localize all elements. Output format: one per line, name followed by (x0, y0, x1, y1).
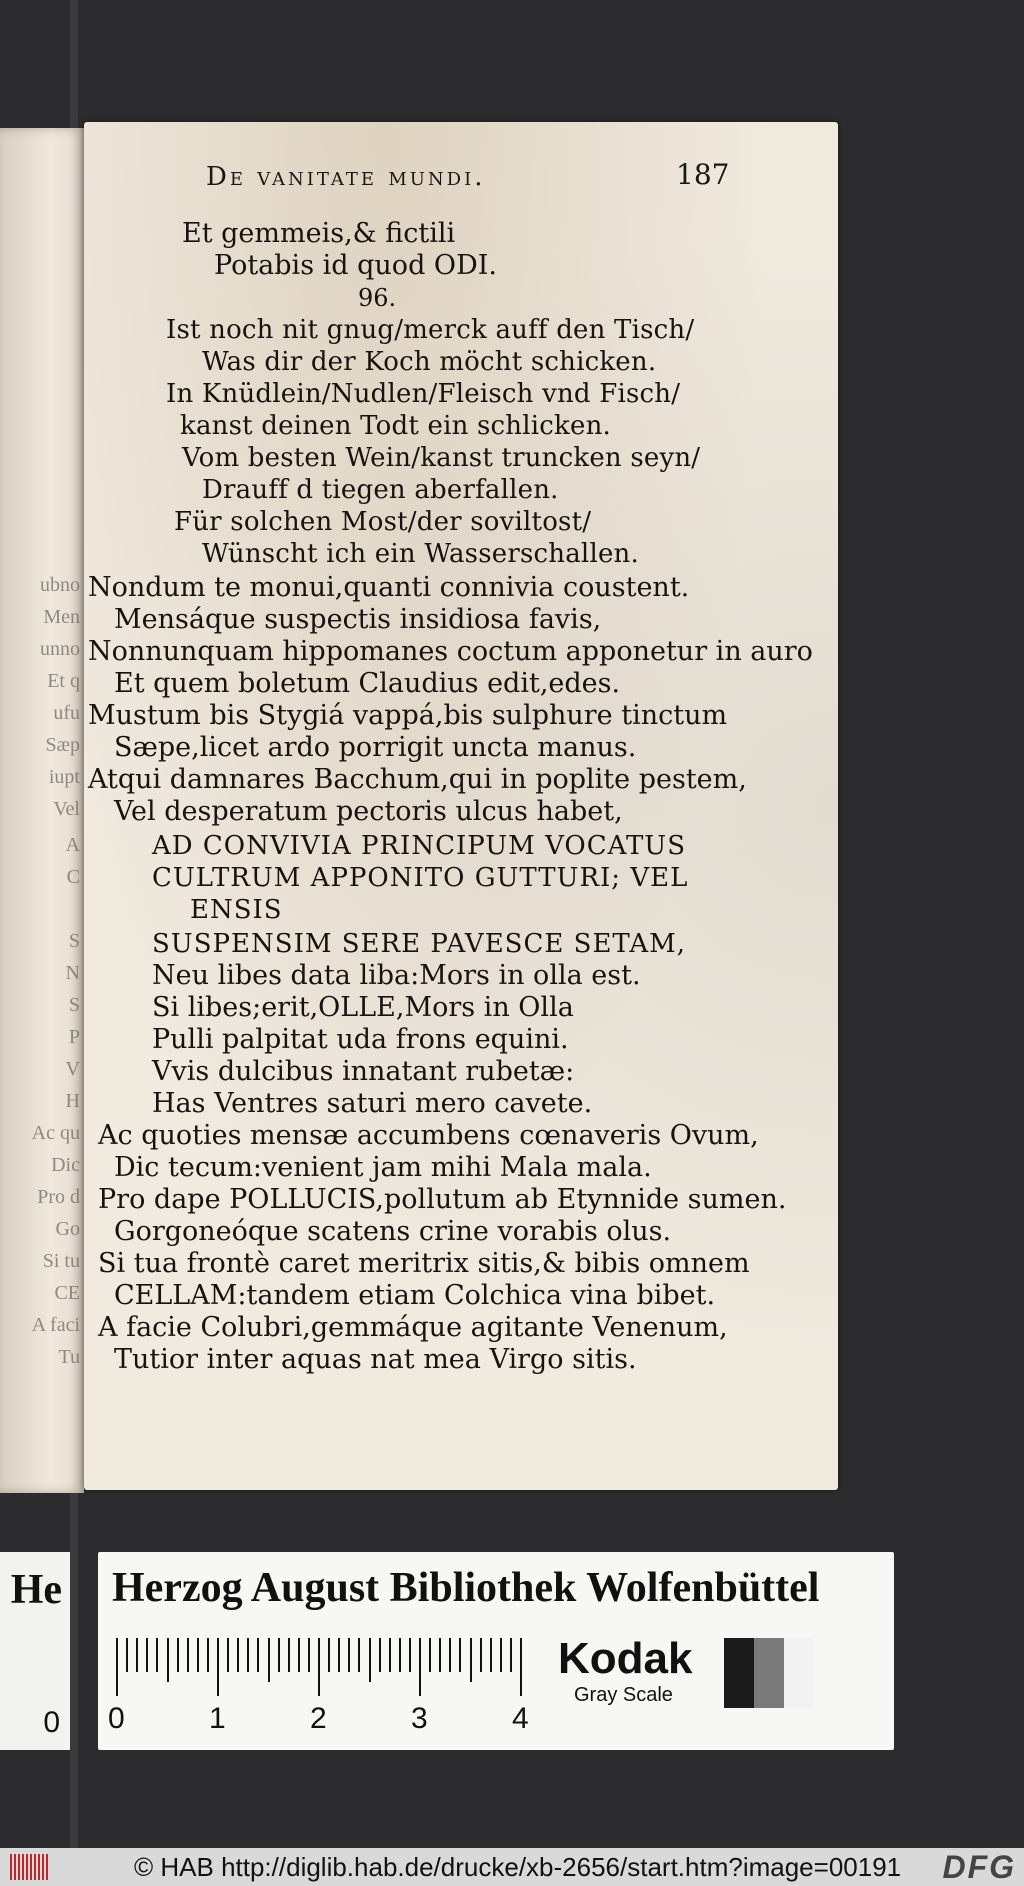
ruler-tick (490, 1638, 492, 1672)
text-line: Für solchen Most/der soviltost/ (174, 507, 592, 537)
viewer-footer (0, 1848, 1024, 1886)
ruler-tick (348, 1638, 350, 1672)
ruler-tick (126, 1638, 128, 1672)
ruler-tick (136, 1638, 138, 1672)
library-name: Herzog August Bibliothek Wolfenbüttel (112, 1565, 820, 1611)
text-line: 96. (358, 284, 397, 312)
previous-page-text-fragment: P (68, 1026, 80, 1048)
text-line: CULTRUM APPONITO GUTTURI; VEL (152, 863, 689, 893)
text-line: Mensáque suspectis insidiosa favis, (114, 604, 602, 635)
previous-page-text-fragment: Vel (53, 798, 80, 820)
ruler-tick (470, 1638, 472, 1682)
previous-page-text-fragment: S (68, 994, 80, 1016)
previous-page-edge (0, 128, 84, 1493)
text-line: Tutior inter aquas nat mea Virgo sitis. (114, 1344, 637, 1375)
previous-page-text-fragment: Go (55, 1218, 80, 1240)
text-line: ENSIS (190, 895, 283, 925)
ruler-tick (116, 1638, 118, 1696)
text-line: Ac quoties mensæ accumbens cœnaveris Ovum, (98, 1120, 759, 1151)
text-line: Dic tecum:venient jam mihi Mala mala. (114, 1152, 652, 1183)
ruler-tick (187, 1638, 189, 1672)
previous-page-text-fragment: Tu (58, 1346, 80, 1368)
ruler-tick (500, 1638, 502, 1672)
text-line: Wünscht ich ein Wasserschallen. (202, 539, 639, 569)
text-line: Si libes;erit,OLLE,Mors in Olla (152, 992, 574, 1023)
text-line: Vel desperatum pectoris ulcus habet, (114, 796, 623, 827)
ruler-tick (217, 1638, 219, 1696)
ruler-tick (328, 1638, 330, 1672)
swatch-black (724, 1638, 754, 1708)
ruler-tick (177, 1638, 179, 1672)
ruler-number: 3 (411, 1702, 428, 1735)
ruler-tick (419, 1638, 421, 1696)
ruler-tick (288, 1638, 290, 1672)
ruler-number: 4 (512, 1702, 529, 1735)
swatch-white (784, 1638, 814, 1708)
ruler-tick (449, 1638, 451, 1672)
text-line: Has Ventres saturi mero cavete. (152, 1088, 593, 1119)
kodak-logo: Kodak (558, 1634, 693, 1683)
left-card-title-fragment: He (10, 1567, 62, 1613)
text-line: Et quem boletum Claudius edit,edes. (114, 668, 621, 699)
text-line: Pro dape POLLUCIS,pollutum ab Etynnide sumen. (98, 1184, 787, 1215)
text-line: Vom besten Wein/kanst truncken seyn/ (182, 443, 701, 473)
ruler-tick (197, 1638, 199, 1672)
ruler-tick (298, 1638, 300, 1672)
ruler-number: 1 (209, 1702, 226, 1735)
previous-page-text-fragment: V (65, 1058, 80, 1080)
previous-page-text-fragment: N (65, 962, 80, 984)
previous-page-text-fragment: Si tu (42, 1250, 80, 1272)
text-line: Et gemmeis,& fictili (182, 218, 456, 249)
text-line: Ist noch nit gnug/merck auff den Tisch/ (166, 315, 695, 345)
text-line: AD CONVIVIA PRINCIPUM VOCATUS (152, 831, 687, 861)
ruler-tick (247, 1638, 249, 1672)
previous-page-text-fragment: Sæp (45, 734, 80, 756)
text-line: Was dir der Koch möcht schicken. (202, 347, 657, 377)
text-line: Nondum te monui,quanti connivia coustent. (88, 572, 690, 603)
ruler-number: 0 (108, 1702, 125, 1735)
ruler-tick (480, 1638, 482, 1672)
ruler-tick (268, 1638, 270, 1682)
text-line: kanst deinen Todt ein schlicken. (180, 411, 611, 441)
text-line: CELLAM:tandem etiam Colchica vina bibet. (114, 1280, 716, 1311)
ruler-tick (379, 1638, 381, 1672)
previous-page-text-fragment: CE (54, 1282, 80, 1304)
previous-page-text-fragment: iupt (48, 766, 80, 788)
text-line: Pulli palpitat uda frons equini. (152, 1024, 569, 1055)
running-head: De vanitate mundi. (206, 162, 486, 192)
text-line: Gorgoneóque scatens crine vorabis olus. (114, 1216, 672, 1247)
left-card-zero: 0 (43, 1706, 60, 1739)
previous-page-text-fragment: ufu (53, 702, 80, 724)
previous-color-card-fragment (0, 1552, 70, 1750)
ruler-number: 2 (310, 1702, 327, 1735)
previous-page-text-fragment: Dic (51, 1154, 80, 1176)
ruler-tick (318, 1638, 320, 1696)
ruler-tick (146, 1638, 148, 1672)
previous-page-text-fragment: A (65, 834, 80, 856)
ruler-tick (510, 1638, 512, 1672)
ruler-tick (369, 1638, 371, 1682)
ruler-tick (409, 1638, 411, 1672)
previous-page-text-fragment: S (68, 930, 80, 952)
copyright-url[interactable]: © HAB http://diglib.hab.de/drucke/xb-2656/start.htm?image=00191 (134, 1852, 902, 1882)
ruler-tick (389, 1638, 391, 1672)
text-line: Neu libes data liba:Mors in olla est. (152, 960, 641, 991)
ruler-tick (520, 1638, 522, 1696)
previous-page-text-fragment: Men (43, 606, 80, 628)
hab-logo-icon (10, 1854, 50, 1880)
previous-page-text-fragment: ubno (40, 574, 80, 596)
ruler-tick (338, 1638, 340, 1672)
previous-page-text-fragment: C (66, 866, 80, 888)
text-line: A facie Colubri,gemmáque agitante Venenum, (98, 1312, 728, 1343)
text-line: In Knüdlein/Nudlen/Fleisch vnd Fisch/ (166, 379, 681, 409)
text-line: Sæpe,licet ardo porrigit uncta manus. (114, 732, 637, 763)
ruler-tick (459, 1638, 461, 1672)
text-line: Potabis id quod ODI. (214, 250, 497, 281)
ruler-tick (257, 1638, 259, 1672)
gray-scale-label: Gray Scale (574, 1684, 673, 1706)
text-line: Mustum bis Stygiá vappá,bis sulphure tinctum (88, 700, 728, 731)
text-line: Vvis dulcibus innatant rubetæ: (152, 1056, 575, 1087)
text-line: SUSPENSIM SERE PAVESCE SETAM, (152, 929, 687, 959)
text-line: Drauff d tiegen aberfallen. (202, 475, 559, 505)
previous-page-text-fragment: Ac qu (31, 1122, 80, 1144)
ruler-tick (399, 1638, 401, 1672)
ruler-tick (429, 1638, 431, 1672)
previous-page-text-fragment: Et q (47, 670, 80, 692)
page-number: 187 (676, 158, 730, 191)
ruler-tick (237, 1638, 239, 1672)
measurement-ruler (108, 1638, 616, 1735)
ruler-tick (358, 1638, 360, 1672)
previous-page-text-fragment: H (65, 1090, 80, 1112)
previous-page-text-fragment: A faci (31, 1314, 80, 1336)
book-page (84, 122, 838, 1490)
ruler-tick (167, 1638, 169, 1682)
ruler-tick (308, 1638, 310, 1672)
ruler-tick (227, 1638, 229, 1672)
ruler-tick (156, 1638, 158, 1672)
text-line: Atqui damnares Bacchum,qui in poplite pestem, (88, 764, 747, 795)
ruler-tick (439, 1638, 441, 1672)
ruler-tick (278, 1638, 280, 1672)
ruler-tick (207, 1638, 209, 1672)
swatch-gray (754, 1638, 784, 1708)
text-line: Nonnunquam hippomanes coctum apponetur in auro (88, 636, 813, 667)
text-line: Si tua frontè caret meritrix sitis,& bibis omnem (98, 1248, 750, 1279)
dfg-logo: DFG (942, 1849, 1016, 1885)
previous-page-text-fragment: unno (40, 638, 80, 660)
previous-page-text-fragment: Pro d (37, 1186, 80, 1208)
color-calibration-card (98, 1552, 894, 1750)
